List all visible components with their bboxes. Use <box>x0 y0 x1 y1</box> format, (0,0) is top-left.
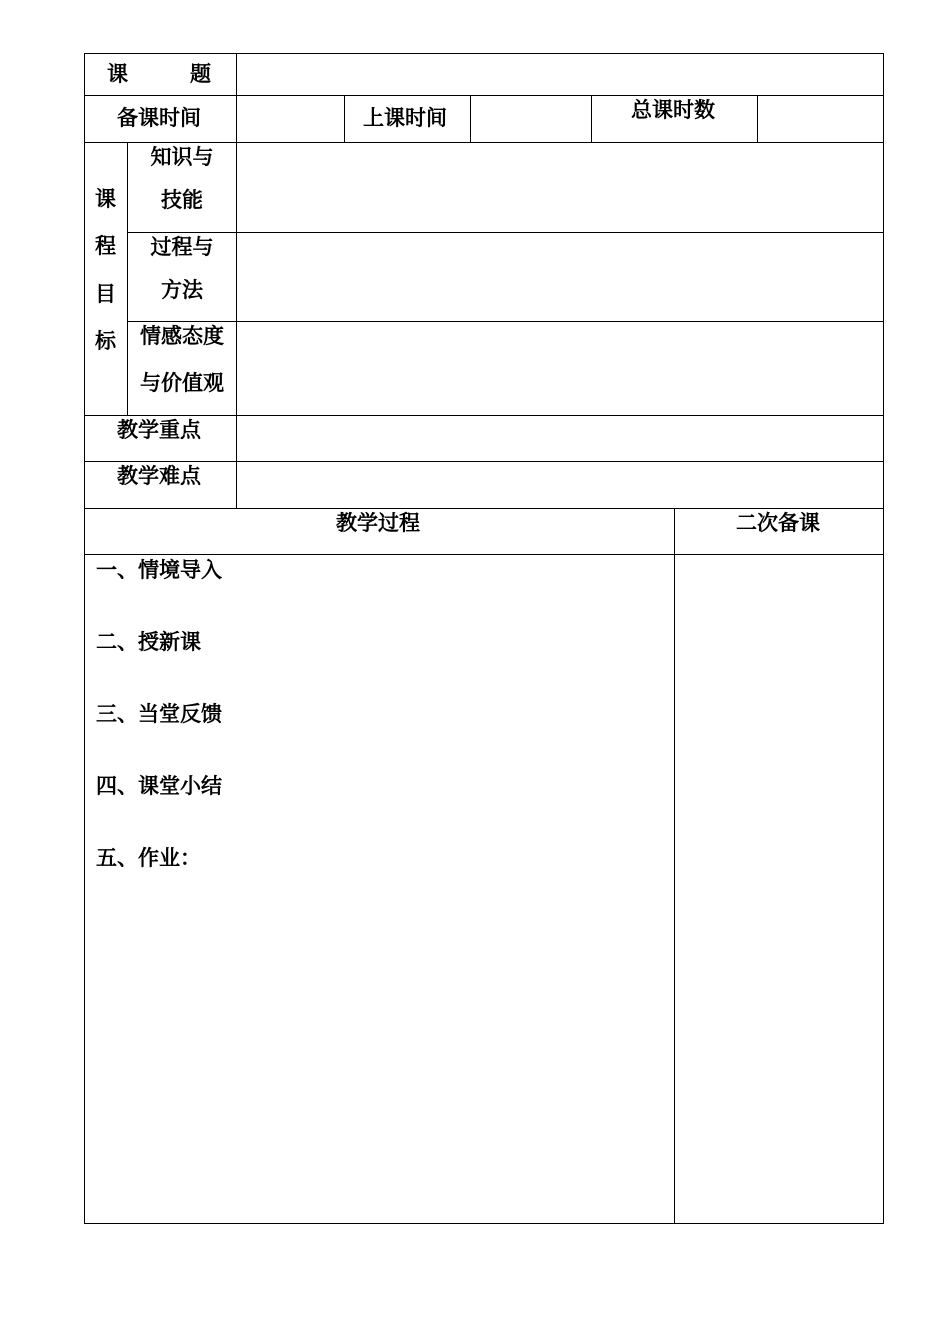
column-divider <box>757 95 758 143</box>
row-divider <box>84 95 884 96</box>
row-divider <box>84 554 884 555</box>
objectives-group-char: 目 <box>95 282 116 306</box>
row-divider <box>84 461 884 462</box>
column-divider <box>591 95 592 143</box>
process-step: 一、情境导入 <box>96 558 222 582</box>
difficulties-label: 教学难点 <box>117 464 201 488</box>
process-step: 四、课堂小结 <box>96 774 222 798</box>
secondary-prep-header: 二次备课 <box>736 511 820 535</box>
column-divider <box>470 95 471 143</box>
objectives-group-char: 标 <box>95 329 116 353</box>
column-divider <box>674 508 675 1224</box>
objective-knowledge-label-line1: 知识与 <box>150 145 214 169</box>
objectives-group-char: 课 <box>95 187 116 211</box>
process-step: 三、当堂反馈 <box>96 702 222 726</box>
class-time-label: 上课时间 <box>363 106 447 130</box>
table-border-left <box>84 53 85 1224</box>
process-step: 五、作业： <box>96 846 201 870</box>
objectives-group-char: 程 <box>95 234 116 258</box>
column-divider <box>344 95 345 143</box>
objective-knowledge-label-line2: 技能 <box>161 188 203 212</box>
objective-attitude-label-line2: 与价值观 <box>140 371 224 395</box>
process-step: 二、授新课 <box>96 630 201 654</box>
row-divider <box>84 415 884 416</box>
row-divider <box>127 232 884 233</box>
row-divider <box>84 142 884 143</box>
key-points-label: 教学重点 <box>117 418 201 442</box>
topic-label-left: 课 <box>107 62 128 86</box>
objective-process-label-line1: 过程与 <box>150 235 214 259</box>
row-divider <box>84 508 884 509</box>
table-border-right <box>883 53 884 1224</box>
row-divider <box>127 321 884 322</box>
objective-process-label-line2: 方法 <box>161 278 203 302</box>
table-border-top <box>84 53 884 54</box>
column-divider <box>236 53 237 509</box>
process-header: 教学过程 <box>336 511 420 535</box>
prep-time-label: 备课时间 <box>117 106 201 130</box>
topic-label-right: 题 <box>190 62 211 86</box>
total-hours-label: 总课时数 <box>631 98 715 122</box>
table-border-bottom <box>84 1223 884 1224</box>
objective-attitude-label-line1: 情感态度 <box>140 324 224 348</box>
